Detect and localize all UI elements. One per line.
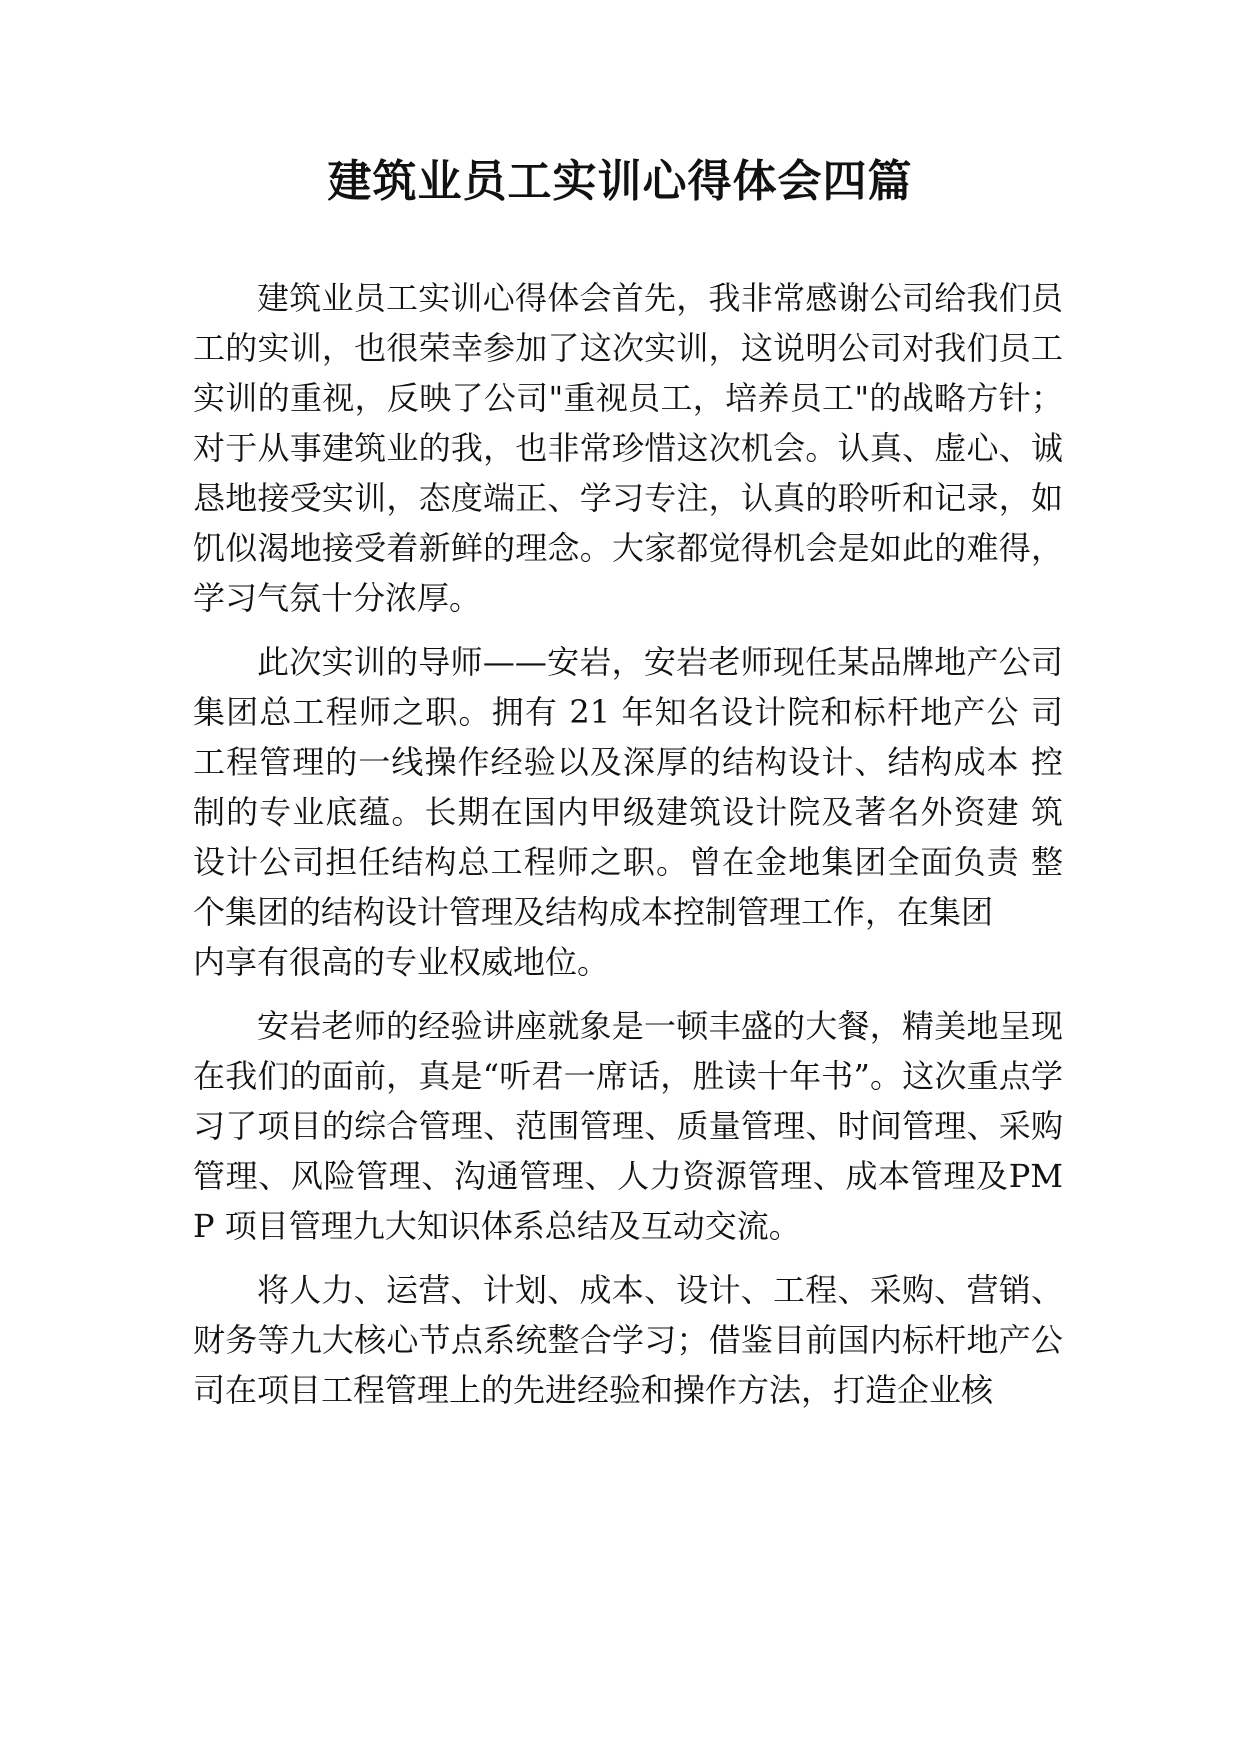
paragraph-mentor-continued: 内享有很高的专业权威地位。 bbox=[193, 943, 610, 981]
document-body bbox=[193, 273, 1063, 1429]
paragraph-lecture: 安岩老师的经验讲座就象是一顿丰盛的大餐，精美地呈现在我们的面前，真是“听君一席话，胜读十年书”。这次重点学习了项目的综合管理、范围管理、质量管理、时间管理、采购管理、风险管理、沟通管理、人力资源管理、成本管理及PMP 项目管理九大知识体系总结及互动交流。 bbox=[193, 1007, 1063, 1245]
paragraph-intro: 建筑业员工实训心得体会首先，我非常感谢公司给我们员工的实训，也很荣幸参加了这次实训，这说明公司对我们员工实训的重视，反映了公司"重视员工，培养员工"的战略方针；对于从事建筑业的我，也非常珍惜这次机会。认真、虚心、诚恳地接受实训，态度端正、学习专注，认真的聆听和记录，如饥似渴地接受着新鲜的理念。大家都觉得机会是如此的难得，学习气氛十分浓厚。 bbox=[193, 279, 1063, 617]
paragraph-integration: 将人力、运营、计划、成本、设计、工程、采购、营销、财务等九大核心节点系统整合学习；借鉴目前国内标杆地产公司在项目工程管理上的先进经验和操作方法，打造企业核 bbox=[193, 1271, 1063, 1409]
document-title: 建筑业员工实训心得体会四篇 bbox=[327, 156, 913, 207]
paragraph-mentor: 此次实训的导师——安岩，安岩老师现任某品牌地产公司集团总工程师之职。拥有 21 年知名设计院和标杆地产公 司工程管理的一线操作经验以及深厚的结构设计、结构成本 控制的专业底蕴。长期在国内甲级建筑设计院及著名外资建 筑设计公司担任结构总工程师之职。曾在金地集团全面负责 整个集团的结构设计管理及结构成本控制管理工作，在集团 bbox=[193, 643, 1063, 931]
